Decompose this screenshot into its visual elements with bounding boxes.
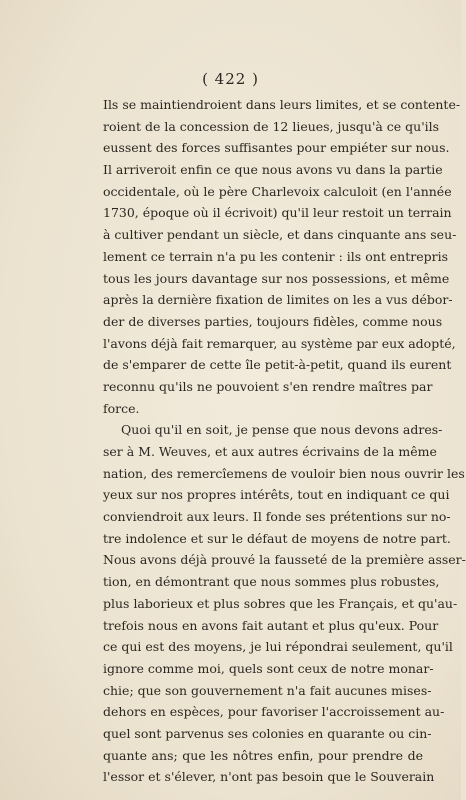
text-line: der de diverses parties, toujours fidèles, comme nous — [103, 313, 443, 329]
body-text — [103, 94, 466, 788]
text-line: ignore comme moi, quels sont ceux de notre monar- — [103, 660, 434, 676]
text-line: force. — [103, 400, 140, 416]
text-line: reconnu qu'ils ne pouvoient s'en rendre maîtres par — [103, 378, 433, 394]
text-line: quel sont parvenus ses colonies en quarante ou cin- — [103, 725, 432, 741]
text-line: occidentale, où le père Charlevoix calculoit (en l'année — [103, 183, 452, 199]
text-line: Nous avons déjà prouvé la fausseté de la première asser- — [103, 552, 466, 568]
text-line: ser à M. Weuves, et aux autres écrivains de la même — [103, 444, 437, 459]
text-line: plus laborieux et plus sobres que les Français, et qu'au- — [103, 595, 458, 611]
text-line: nation, des remercîemens de vouloir bien nous ouvrir les — [103, 465, 465, 481]
text-line: lement ce terrain n'a pu les contenir : ils ont entrepris — [103, 248, 449, 264]
text-line: après la dernière fixation de limites on les a vus débor- — [103, 292, 453, 308]
page-number: ( 422 ) — [202, 70, 259, 88]
text-line: de s'emparer de cette île petit-à-petit, quand ils eurent — [103, 357, 452, 373]
text-line: eussent des forces suffisantes pour empiéter sur nous. — [103, 140, 450, 156]
text-line: trefois nous en avons fait autant et plus qu'eux. Pour — [103, 617, 439, 633]
text-line: yeux sur nos propres intérêts, tout en indiquant ce qui — [103, 487, 450, 503]
text-line: conviendroit aux leurs. Il fonde ses prétentions sur no- — [103, 509, 451, 525]
text-line: quante ans; que les nôtres enfin, pour prendre de — [103, 747, 423, 763]
text-line: roient de la concession de 12 lieues, jusqu'à ce qu'ils — [103, 118, 440, 134]
text-line: dehors en espèces, pour favoriser l'accroissement au- — [103, 704, 445, 720]
text-line: ce qui est des moyens, je lui répondrai seulement, qu'il — [103, 639, 453, 655]
text-line: tre indolence et sur le défaut de moyens de notre part. — [103, 530, 451, 546]
text-line: tion, en démontrant que nous sommes plus robustes, — [103, 574, 440, 590]
text-line: 1730, époque où il écrivoit) qu'il leur restoit un terrain — [103, 205, 452, 221]
text-line: à cultiver pendant un siècle, et dans cinquante ans seu- — [103, 227, 457, 243]
text-line: Il arriveroit enfin ce que nous avons vu dans la partie — [103, 162, 443, 178]
text-line: l'essor et s'élever, n'ont pas besoin que le Souverain — [103, 769, 435, 785]
text-line: Ils se maintiendroient dans leurs limites, et se contente- — [103, 97, 461, 112]
paragraph-start-line: Quoi qu'il en soit, je pense que nous devons adres- — [121, 422, 443, 438]
text-line: tous les jours davantage sur nos possessions, et même — [103, 270, 450, 286]
text-line: l'avons déjà fait remarquer, au système par eux adopté, — [103, 335, 456, 351]
text-line: chie; que son gouvernement n'a fait aucunes mises- — [103, 682, 432, 698]
